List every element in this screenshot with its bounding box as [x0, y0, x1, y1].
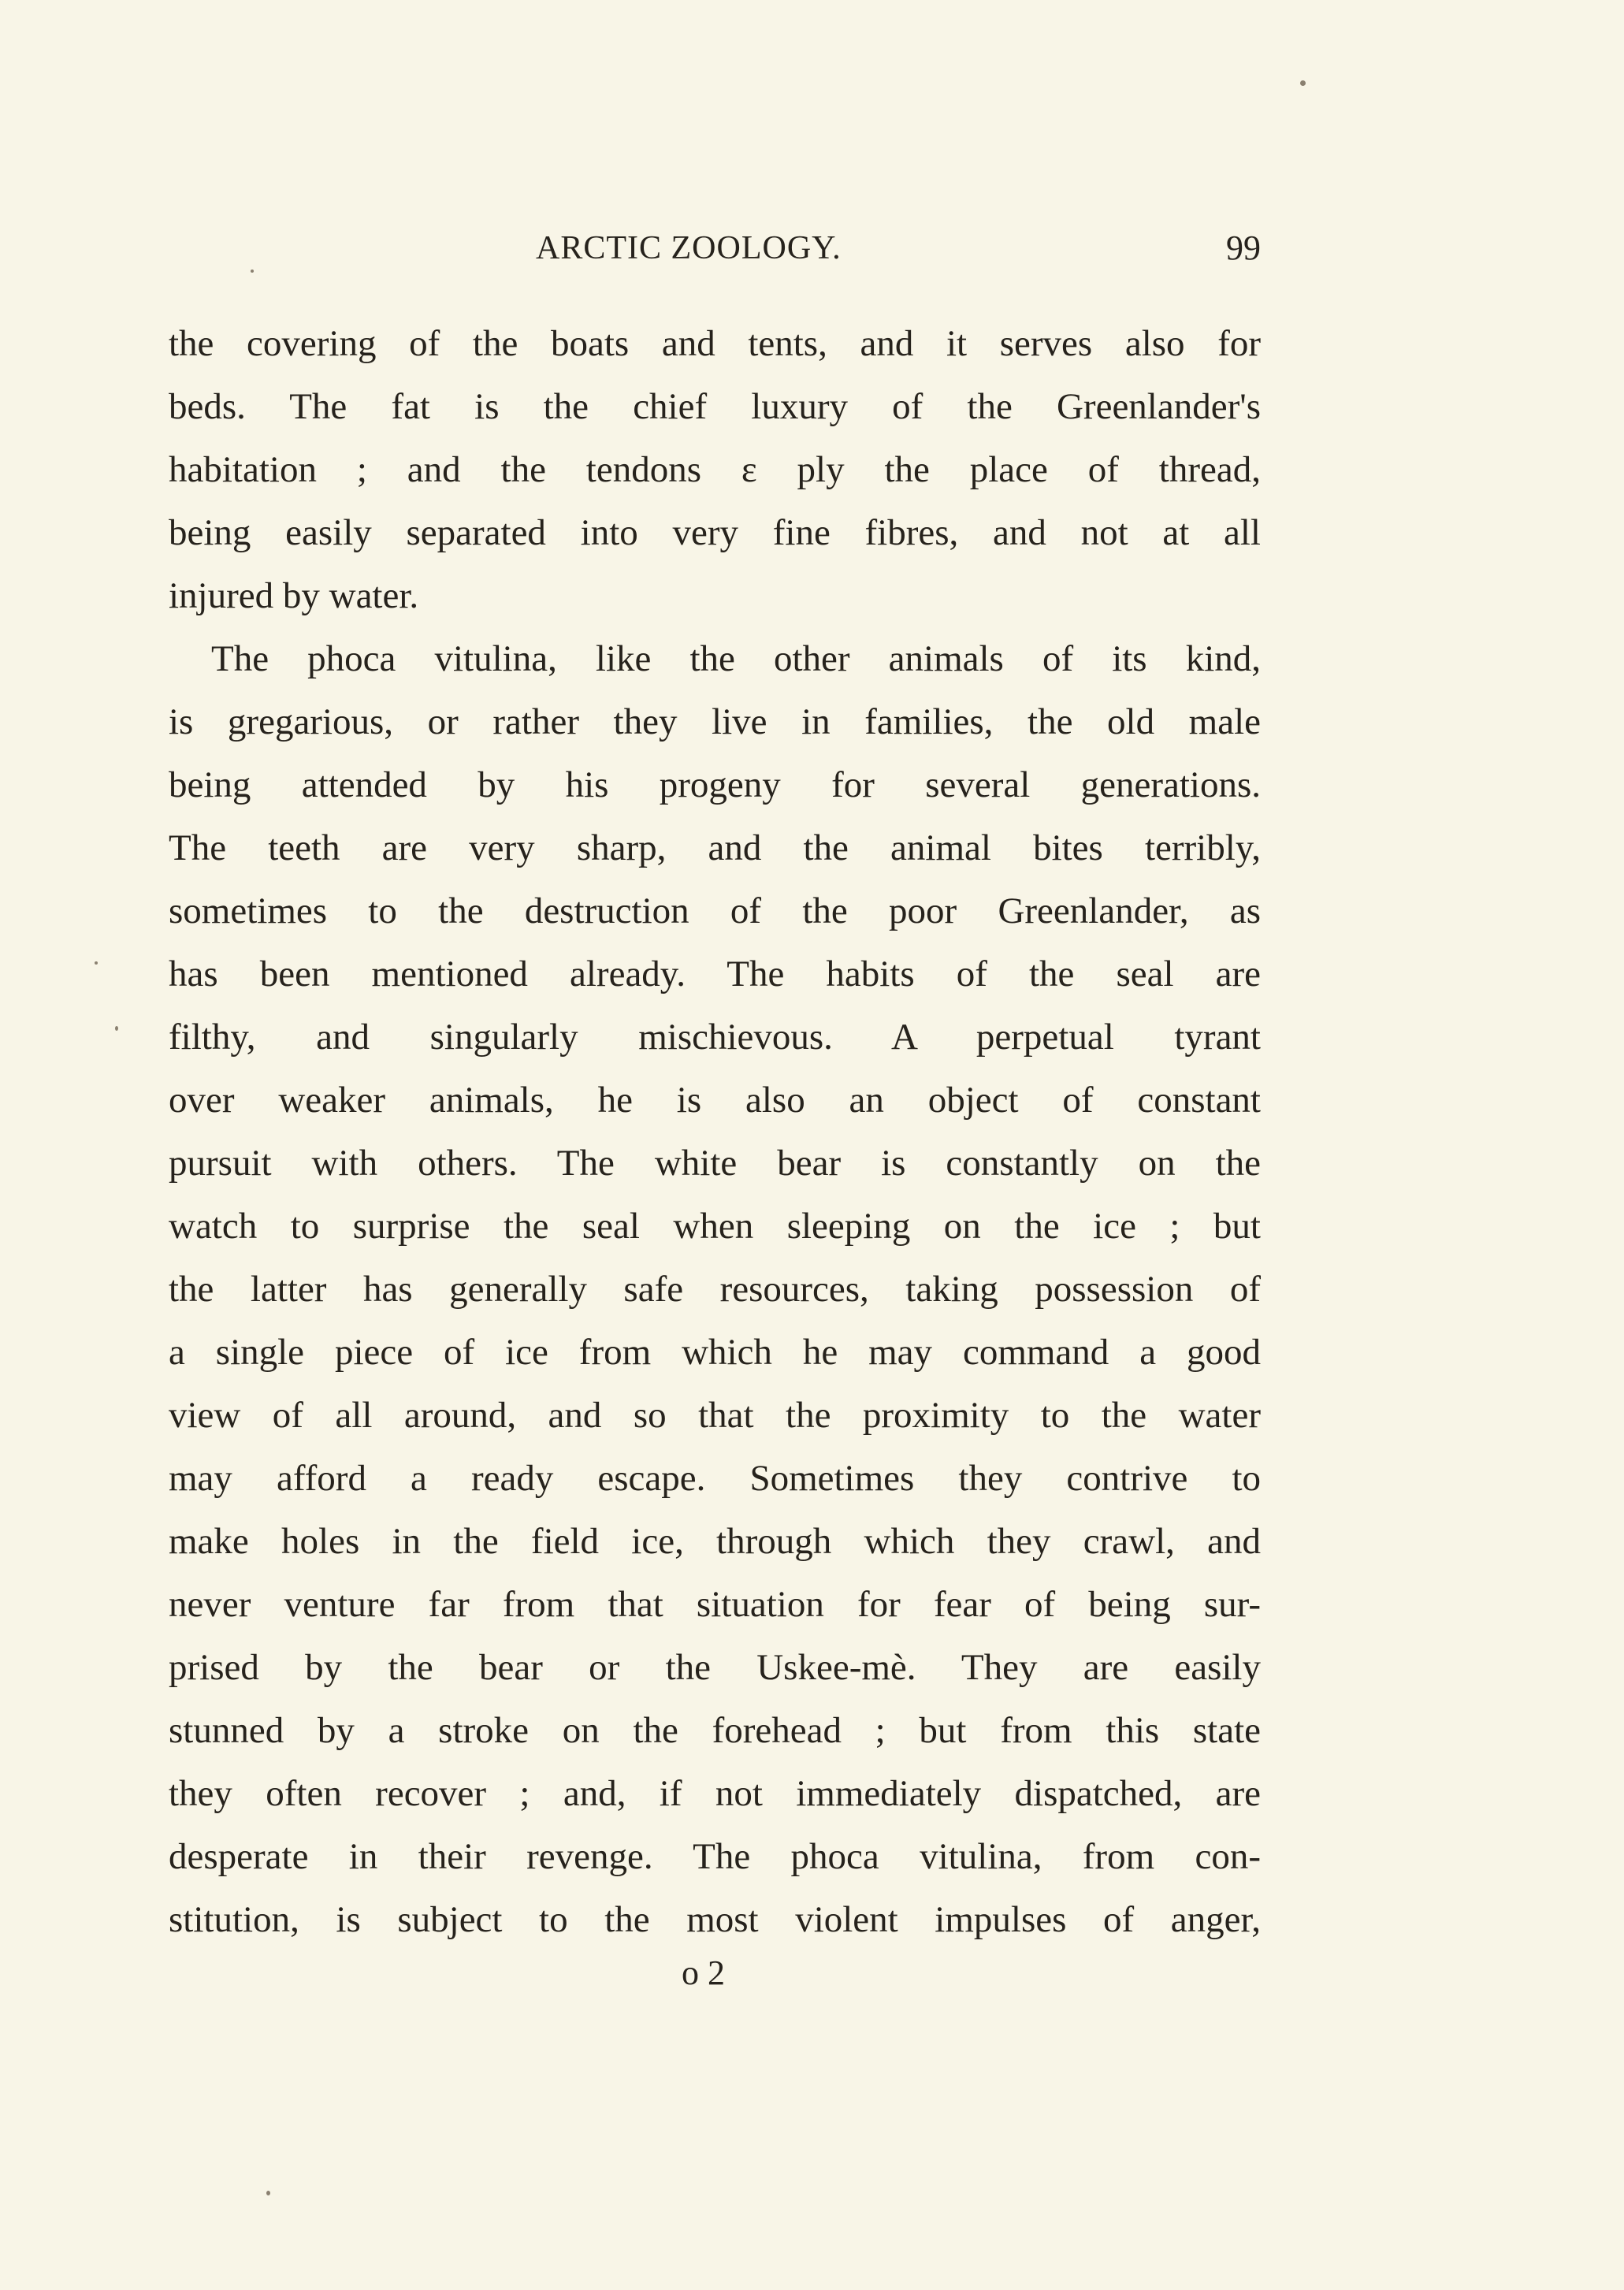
text-line: view of all around, and so that the proximity to the water	[169, 1395, 1261, 1436]
text-line: injured by water.	[169, 575, 419, 616]
text-line: they often recover ; and, if not immediately dispatched, are	[169, 1773, 1261, 1814]
text-line: make holes in the field ice, through which they crawl, and	[169, 1521, 1261, 1562]
text-line: sometimes to the destruction of the poor Greenlander, as	[169, 890, 1261, 931]
text-line: being easily separated into very fine fibres, and not at all	[169, 512, 1261, 553]
text-line: prised by the bear or the Uskee-mè. They are easily	[169, 1647, 1261, 1688]
paper-speck	[1300, 80, 1306, 86]
text-line: pursuit with others. The white bear is constantly on the	[169, 1143, 1261, 1184]
running-title: ARCTIC ZOOLOGY.	[536, 230, 842, 266]
text-line: may afford a ready escape. Sometimes they contrive to	[169, 1458, 1261, 1499]
text-line: being attended by his progeny for several generations.	[169, 764, 1261, 805]
text-line: watch to surprise the seal when sleeping on the ice ; but	[169, 1206, 1261, 1247]
text-line: desperate in their revenge. The phoca vitulina, from con-	[169, 1836, 1261, 1877]
text-line: is gregarious, or rather they live in families, the old male	[169, 701, 1261, 742]
text-line: The teeth are very sharp, and the animal bites terribly,	[169, 827, 1261, 868]
text-line: never venture far from that situation for fear of being sur-	[169, 1584, 1261, 1625]
text-line: a single piece of ice from which he may command a good	[169, 1332, 1261, 1373]
page-header	[169, 225, 1261, 272]
paper-speck	[251, 270, 254, 273]
text-line: habitation ; and the tendons ε ply the place of thread,	[169, 449, 1261, 490]
text-line: beds. The fat is the chief luxury of the Greenlander's	[169, 386, 1261, 427]
paper-speck	[95, 961, 98, 965]
body-text	[169, 312, 1261, 1951]
text-line: stunned by a stroke on the forehead ; but from this state	[169, 1710, 1261, 1751]
text-line: stitution, is subject to the most violent impulses of anger,	[169, 1899, 1261, 1940]
text-line: the latter has generally safe resources, taking possession of	[169, 1269, 1261, 1310]
text-line: has been mentioned already. The habits of the seal are	[169, 954, 1261, 994]
text-line: filthy, and singularly mischievous. A perpetual tyrant	[169, 1017, 1261, 1058]
text-line: The phoca vitulina, like the other animals of its kind,	[211, 638, 1261, 679]
text-line: over weaker animals, he is also an object of constant	[169, 1080, 1261, 1121]
paper-speck	[115, 1026, 118, 1031]
page-number: 99	[1226, 229, 1261, 267]
text-line: the covering of the boats and tents, and it serves also for	[169, 323, 1261, 364]
paper-speck	[266, 2191, 270, 2195]
signature-mark: o 2	[682, 1954, 725, 1992]
